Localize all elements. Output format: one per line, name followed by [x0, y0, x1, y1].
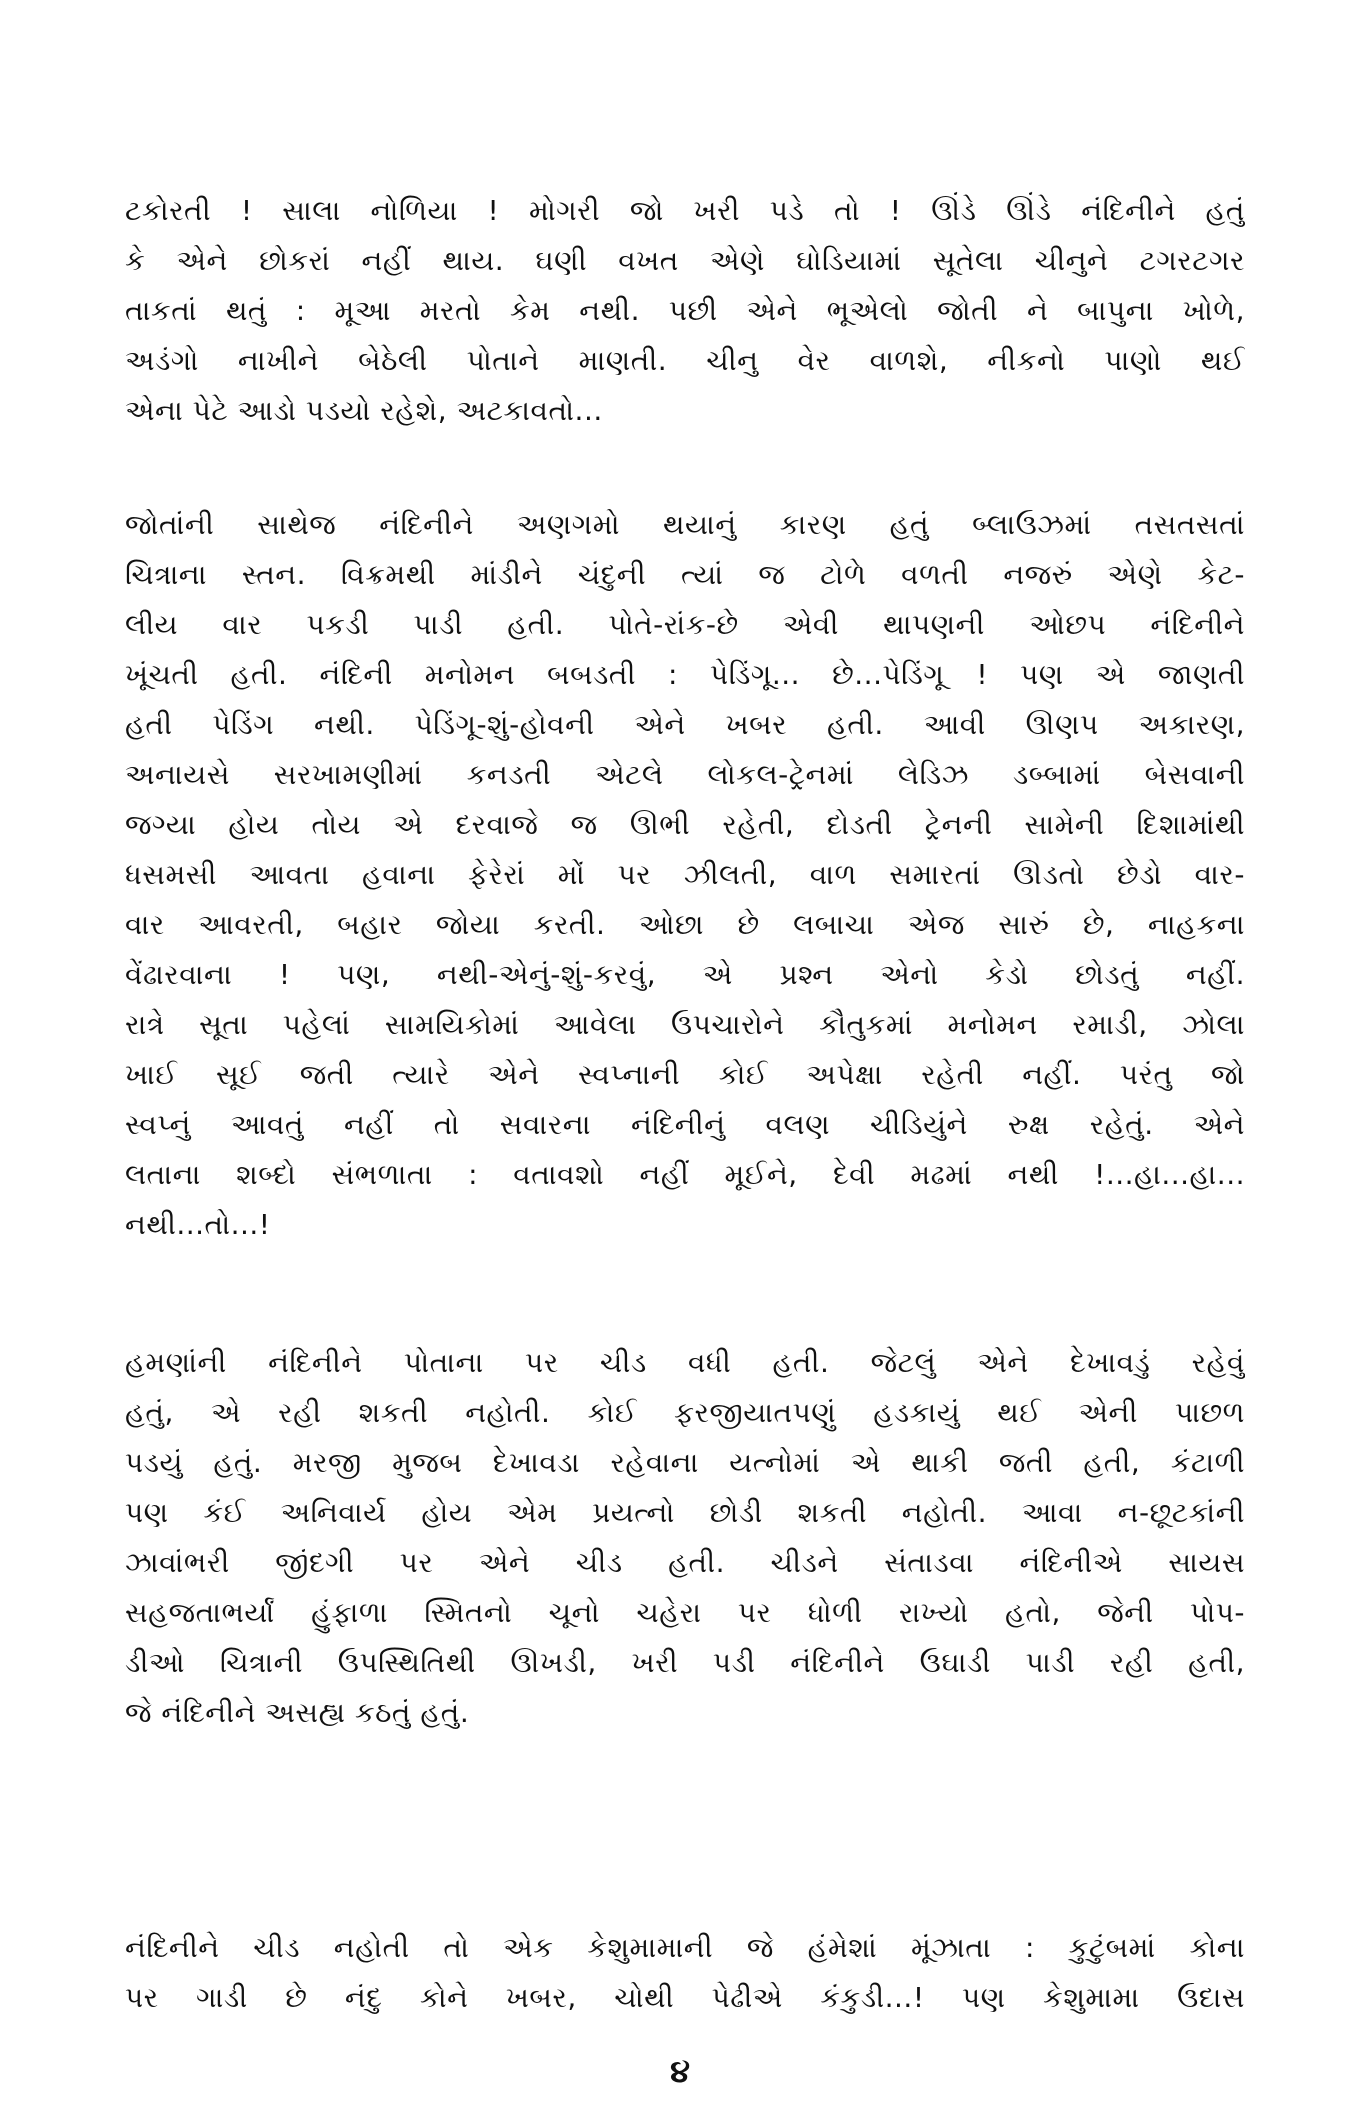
text-line: હતી પેડિંગ નથી. પેડિંગૂ-શું-હોવની એને ખબર હતી. આવી ઊણપ અકારણ, [125, 708, 1245, 741]
text-line: અડંગો નાખીને બેઠેલી પોતાને માણતી. ચીનુ વેર વાળશે, નીકનો પાણો થઈ [125, 344, 1245, 377]
paragraph-3 [125, 1338, 1245, 1738]
text-line: ઝાવાંભરી જીંદગી પર એને ચીડ હતી. ચીડને સંતાડવા નંદિનીએ સાયસ [125, 1546, 1245, 1579]
text-line: વાર આવરતી, બહાર જોયા કરતી. ઓછા છે લબાચા એજ સારું છે, નાહકના [125, 908, 1245, 941]
text-line: પર ગાડી છે નંદુ કોને ખબર, ચોથી પેઢીએ કંકુડી...! પણ કેશુમામા ઉદાસ [125, 1981, 1245, 2014]
text-line: જોતાંની સાથેજ નંદિનીને અણગમો થયાનું કારણ હતું બ્લાઉઝમાં તસતસતાં [125, 508, 1245, 541]
paragraph-2 [125, 500, 1245, 1250]
text-line: વેંઢારવાના ! પણ, નથી-એનું-શું-કરવું, એ પ્રશ્ન એનો કેડો છોડતું નહીં. [125, 958, 1245, 991]
text-line: નંદિનીને ચીડ નહોતી તો એક કેશુમામાની જે હંમેશાં મૂંઝાતા : કુટુંબમાં કોના [125, 1931, 1245, 1964]
text-line: રાત્રે સૂતા પહેલાં સામયિકોમાં આવેલા ઉપચારોને કૌતુકમાં મનોમન રમાડી, ઝોલા [125, 1008, 1245, 1041]
text-line: ધસમસી આવતા હવાના ફેરેરાં મોં પર ઝીલતી, વાળ સમારતાં ઊડતો છેડો વાર- [125, 858, 1245, 891]
text-line: એના પેટે આડો પડયો રહેશે, અટકાવતો... [125, 394, 603, 427]
text-line: હમણાંની નંદિનીને પોતાના પર ચીડ વધી હતી. જેટલું એને દેખાવડું રહેવું [125, 1346, 1245, 1379]
page-number: ૪ [670, 2052, 690, 2090]
text-line: પણ કંઈ અનિવાર્ય હોય એમ પ્રયત્નો છોડી શકતી નહોતી. આવા ન-છૂટકાંની [125, 1496, 1245, 1529]
text-line: પડયું હતું. મરજી મુજબ દેખાવડા રહેવાના યત્નોમાં એ થાકી જતી હતી, કંટાળી [125, 1446, 1245, 1479]
text-line: હતું, એ રહી શકતી નહોતી. કોઈ ફરજીયાતપણું હડકાયું થઈ એની પાછળ [125, 1396, 1245, 1429]
text-line: ખાઈ સૂઈ જતી ત્યારે એને સ્વપ્નાની કોઈ અપેક્ષા રહેતી નહીં. પરંતુ જો [125, 1058, 1245, 1091]
text-line: ખૂંચતી હતી. નંદિની મનોમન બબડતી : પેડિંગૂ... છે...પેડિંગૂ ! પણ એ જાણતી [125, 658, 1245, 691]
text-line: કે એને છોકરાં નહીં થાય. ઘણી વખત એણે ઘોડિયામાં સૂતેલા ચીનુને ટગરટગર [125, 244, 1245, 277]
paragraph-1 [125, 186, 1245, 436]
text-line: ડીઓ ચિત્રાની ઉપસ્થિતિથી ઊખડી, ખરી પડી નંદિનીને ઉઘાડી પાડી રહી હતી, [125, 1646, 1245, 1679]
text-line: નથી...તો...! [125, 1208, 271, 1241]
text-line: તાકતાં થતું : મૂઆ મરતો કેમ નથી. પછી એને ભૂએલો જોતી ને બાપુના ખોળે, [125, 294, 1245, 327]
text-line: જગ્યા હોય તોય એ દરવાજે જ ઊભી રહેતી, દોડતી ટ્રેનની સામેની દિશામાંથી [125, 808, 1245, 841]
text-line: સ્વપ્નું આવતું નહીં તો સવારના નંદિનીનું વલણ ચીડિયુંને રુક્ષ રહેતું. એને [125, 1108, 1245, 1141]
paragraph-4 [125, 1923, 1245, 2023]
text-line: ટકોરતી ! સાલા નોળિયા ! મોગરી જો ખરી પડે તો ! ઊંડે ઊંડે નંદિનીને હતું [125, 194, 1245, 227]
text-line: ચિત્રાના સ્તન. વિક્રમથી માંડીને ચંદુની ત્યાં જ ટોળે વળતી નજરું એણે કેટ- [125, 558, 1245, 591]
text-line: અનાયસે સરખામણીમાં કનડતી એટલે લોકલ-ટ્રેનમાં લેડિઝ ડબ્બામાં બેસવાની [125, 758, 1245, 791]
text-line: લતાના શબ્દો સંભળાતા : વતાવશો નહીં મૂઈને, દેવી મઢમાં નથી !...હા...હા... [125, 1158, 1245, 1191]
text-line: સહજતાભર્યાં હુંફાળા સ્મિતનો ચૂનો ચહેરા પર ધોળી રાખ્યો હતો, જેની પોપ- [125, 1596, 1245, 1629]
text-line: જે નંદિનીને અસહ્ય કઠતું હતું. [125, 1696, 470, 1729]
text-line: લીય વાર પકડી પાડી હતી. પોતે-રાંક-છે એવી થાપણની ઓછપ નંદિનીને [125, 608, 1245, 641]
